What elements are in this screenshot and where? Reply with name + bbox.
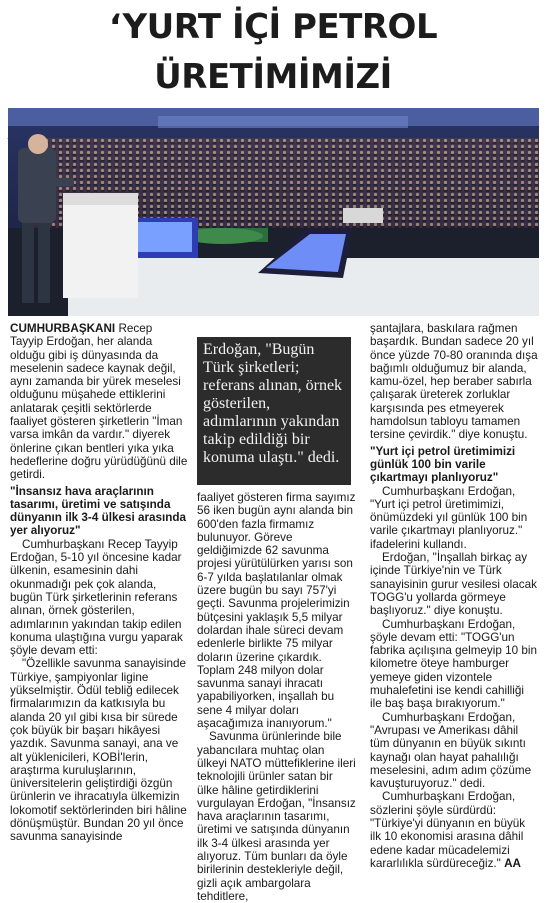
article-column-3 [370, 322, 538, 870]
subheading: "Yurt içi petrol üretimimizi günlük 100 bin varile çıkartmayı planlıyoruz" [370, 444, 516, 485]
paragraph: Cumhurbaşkanı Erdoğan, şöyle devam etti: "TOGG'un fabrika açılışına gelmeyip 10 bin kilometre öteye hamburger yemeye giden vizontele muhalefetini ise kendi cahilliği ile baş başa bırakıyorum." [370, 617, 537, 711]
article-column-2 [197, 491, 357, 903]
lead-word: CUMHURBAŞKANI [10, 322, 116, 335]
paragraph [10, 322, 188, 482]
paragraph: Erdoğan, "İnşallah birkaç ay içinde Türkiye'nin ve Türk sanayisinin gurur vesilesi olacak TOGG'u yollarda görmeye başlıyoruz." diye konuştu. [370, 551, 537, 618]
closing-text: Cumhurbaşkanı Erdoğan, sözlerini şöyle sürdürdü: "Türkiye'yi dünyanın en büyük ilk 10 ekonomisi arasına dâhil edene kadar mücadelemizi kararlılıkla sürdüreceğiz." [370, 790, 526, 870]
lead-text: Recep Tayyip Erdoğan, her alanda olduğu gibi iş dünyasında da meselenin sadece kaynak değil, aynı zamanda bir yürek meselesi olduğunu müşahede ettiklerini anlatarak çeşitli sektörlerde faaliyet gösteren şirketlerin "İman varsa imkân da vardır." diyerek önlerine çıkan bentleri yıka yıka hedeflerine doğru yürüdüğünü dile getirdi. [10, 322, 188, 482]
paragraph: Cumhurbaşkanı Recep Tayyip Erdoğan, 5-10 yıl öncesine kadar ülkenin, esamesinin dahi okunmadığı pek çok alanda, bugün Türk şirketlerinin referans alınan, örnek gösterilen, adımlarının yakından takip edilen konuma ulaştığına vurgu yaparak şöyle devam etti: [10, 537, 183, 658]
agency-credit: AA [504, 856, 521, 870]
subheading: "İnsansız hava araçlarının tasarımı, üretimi ve satışında dünyanın ilk 3-4 ülkesi arasında yer alıyoruz" [10, 484, 187, 538]
pull-quote: Erdoğan, "Bugün Türk şirketleri; referans alınan, örnek gösterilen, adımlarının yakından takip edildiği bir konuma ulaştı." dedi. [197, 337, 351, 485]
paragraph [370, 790, 538, 870]
conference-hall-image [8, 108, 539, 316]
paragraph: Cumhurbaşkanı Erdoğan, "Avrupası ve Amerikası dâhil tüm dünyanın en büyük sıkıntı kaynağı olan hayat pahalılığı meselesini, adım adım çözüme kavuşturuyoruz." dedi. [370, 710, 532, 791]
headline-line-1: ‘YURT İÇİ PETROL ÜRETİMİMİZİ [108, 7, 438, 97]
paragraph: şantajlara, baskılara rağmen başardık. Bundan sadece 20 yıl önce yüzde 70-80 oranında dışa bağımlı olduğumuz bir alanda, kamu-özel, hep beraber sabırla çalışarak üreterek zorluklar karşısında pes etmeyerek hamdolsun tabloyu tamamen tersine çevirdik." diye konuştu. [370, 322, 538, 442]
paragraph: Savunma ürünlerinde bile yabancılara muhtaç olan ülkeyi NATO müttefiklerine ileri teknolojili ürünler satan bir ülke hâline getirdiklerini vurgulayan Erdoğan, "İnsansız hava araçlarının tasarımı, üretimi ve satışında dünyanın ilk 3-4 ülkesi arasında yer alıyoruz. Tüm bunları da öyle birilerinin destekleriyle değil, gizli açık ambargolara tehditlere, [197, 730, 356, 903]
paragraph: Cumhurbaşkanı Erdoğan, "Yurt içi petrol üretimimizi, önümüzdeki yıl günlük 100 bin varile çıkartmayı planlıyoruz." ifadelerini kullandı. [370, 484, 528, 551]
paragraph: faaliyet gösteren firma sayımız 56 iken bugün aynı alanda bin 600'den fazla firmamız bulunuyor. Göreve geldiğimizde 62 savunma projesi yürütülürken yarısı son 6-7 yılda başlatılanlar olmak üzere bugün bu sayı 757'yi geçti. Savunma projelerimizin bütçesini yaklaşık 5,5 milyar dolardan ihale süreci devam edenlerle birlikte 75 milyar doların üzerine çıkardık. Toplam 248 milyon dolar savunma sanayi ihracatı yapabiliyorken, inşallah bu sene 4 milyar doları aşacağımıza inanıyorum." [197, 491, 356, 731]
article-column-1 [10, 322, 188, 844]
paragraph: "Özellikle savunma sanayisinde Türkiye, şampiyonlar ligine yükselmiştir. Ödül tebliğ edilecek firmalarımızın da katkısıyla bu alanda 20 yıl gibi kısa bir sürede çok büyük bir başarı hikâyesi yazdık. Savunma sanayi, ana ve alt yüklenicileri, KOBİ'lerin, araştırma kuruluşlarının, üniversitelerin geliştirdiği özgün ürünlerin ve ihracatıyla ülkemizin lokomotif sektörlerinden biri hâline dönüşmüştür. Bundan 20 yıl önce savunma sanayisinde [10, 657, 187, 844]
news-photo [8, 108, 539, 316]
